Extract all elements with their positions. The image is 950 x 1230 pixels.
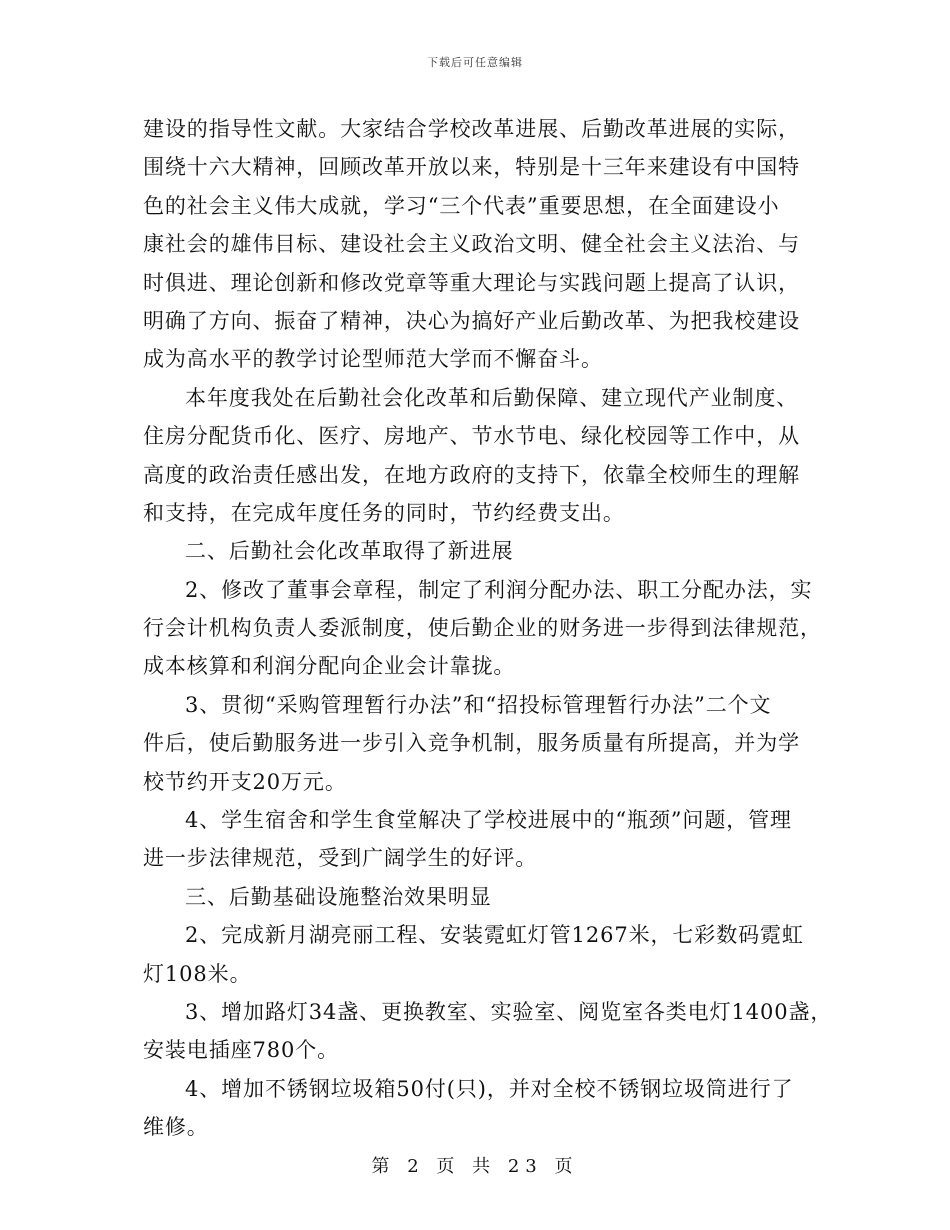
paragraph-start-line: 本年度我处在后勤社会化改革和后勤保障、建立现代产业制度、 bbox=[185, 385, 799, 410]
text-line: 建设的指导性文献。大家结合学校改革进展、后勤改革进展的实际， bbox=[143, 117, 800, 141]
text-line: 行会计机构负责人委派制度，使后勤企业的财务进一步得到法律规范， bbox=[143, 616, 822, 641]
section-heading: 二、后勤社会化改革取得了新进展 bbox=[185, 539, 514, 564]
paragraph-start-line: 3、增加路灯34盏、更换教室、实验室、阅览室各类电灯1400盏， bbox=[185, 999, 833, 1024]
text-line: 明确了方向、振奋了精神，决心为搞好产业后勤改革、为把我校建设 bbox=[143, 308, 800, 333]
text-line: 灯108米。 bbox=[143, 961, 252, 986]
paragraph-start-line: 2、修改了董事会章程，制定了利润分配办法、职工分配办法，实 bbox=[185, 577, 813, 602]
text-line: 进一步法律规范，受到广阔学生的好评。 bbox=[143, 846, 538, 871]
text-line: 维修。 bbox=[143, 1115, 209, 1140]
paragraph-start-line: 4、增加不锈钢垃圾箱50付(只)，并对全校不锈钢垃圾筒进行了 bbox=[185, 1076, 794, 1101]
paragraph-start-line: 4、学生宿舍和学生食堂解决了学校进展中的“瓶颈”问题，管理 bbox=[185, 808, 792, 833]
text-line: 和支持，在完成年度任务的同时，节约经费支出。 bbox=[143, 500, 625, 525]
header-note: 下载后可任意编辑 bbox=[427, 56, 523, 69]
text-line: 住房分配货币化、医疗、房地产、节水节电、绿化校园等工作中，从 bbox=[143, 424, 800, 449]
text-line: 围绕十六大精神，回顾改革开放以来，特别是十三年来建设有中国特 bbox=[143, 155, 800, 180]
text-line: 康社会的雄伟目标、建设社会主义政治文明、健全社会主义法治、与 bbox=[143, 232, 800, 257]
paragraph-start-line: 3、贯彻“采购管理暂行办法”和“招投标管理暂行办法”二个文 bbox=[185, 692, 772, 717]
text-line: 时俱进、理论创新和修改党章等重大理论与实践问题上提高了认识， bbox=[143, 270, 800, 295]
text-line: 高度的政治责任感出发，在地方政府的支持下，依靠全校师生的理解 bbox=[143, 462, 800, 487]
section-heading: 三、后勤基础设施整治效果明显 bbox=[185, 884, 492, 909]
text-line: 色的社会主义伟大成就，学习“三个代表”重要思想，在全面建设小 bbox=[143, 193, 780, 218]
text-line: 成为高水平的教学讨论型师范大学而不懈奋斗。 bbox=[143, 347, 603, 372]
text-line: 成本核算和利润分配向企业会计靠拢。 bbox=[143, 654, 516, 679]
page-number-footer: 第 2 页 共 23 页 bbox=[371, 1156, 579, 1177]
text-line: 安装电插座780个。 bbox=[143, 1038, 340, 1063]
text-line: 件后，使后勤服务进一步引入竞争机制，服务质量有所提高，并为学 bbox=[143, 731, 800, 756]
paragraph-start-line: 2、完成新月湖亮丽工程、安装霓虹灯管1267米，七彩数码霓虹 bbox=[185, 923, 804, 948]
body-text bbox=[143, 110, 833, 1147]
text-line: 校节约开支20万元。 bbox=[143, 769, 347, 794]
